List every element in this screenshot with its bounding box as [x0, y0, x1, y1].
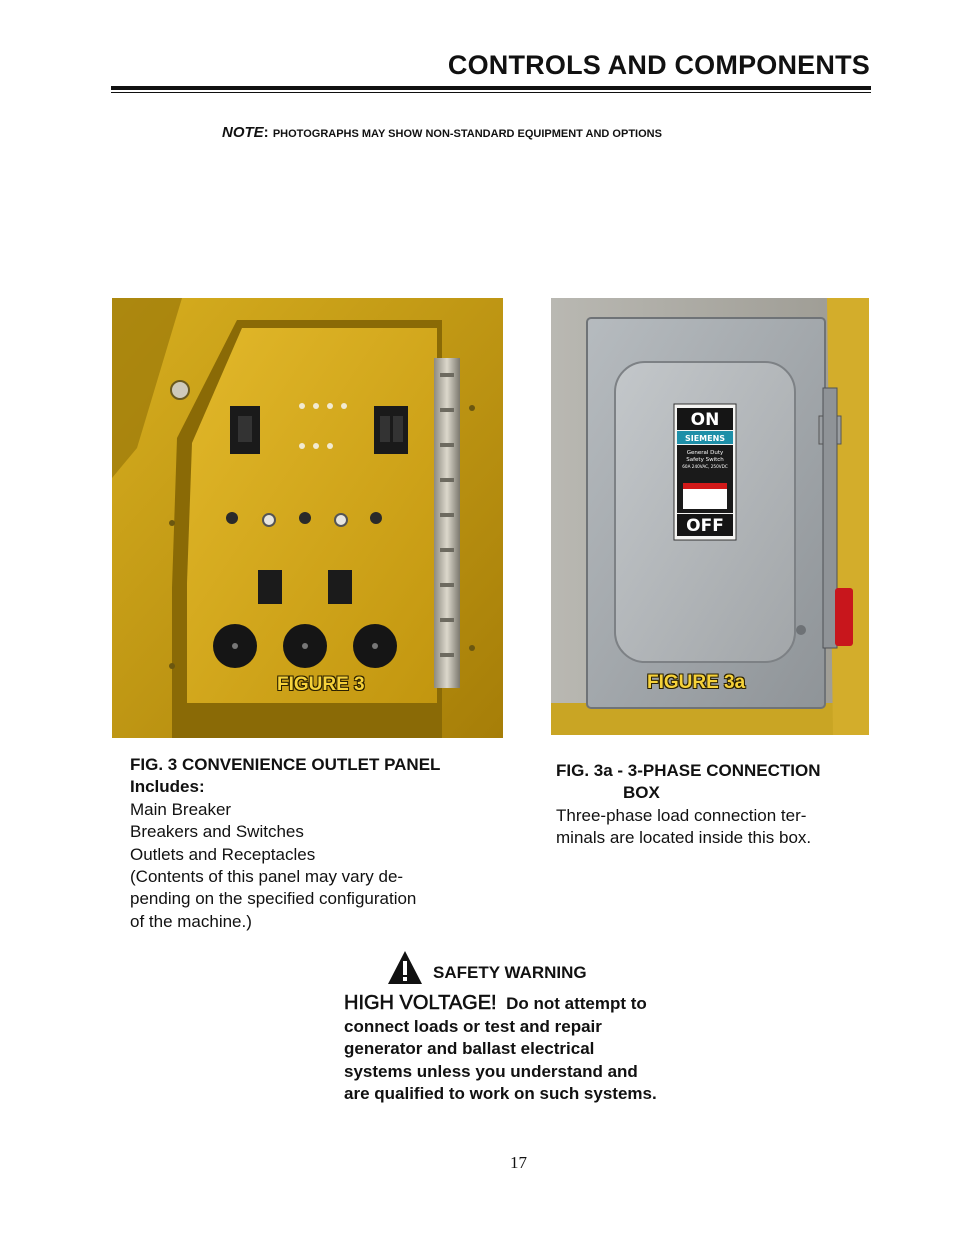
high-voltage-label: HIGH VOLTAGE!: [344, 992, 497, 1014]
figure-3-photo: [112, 298, 503, 738]
connection-box-illustration: [551, 298, 869, 735]
caption-note-line: (Contents of this panel may vary de-: [130, 867, 404, 887]
on-label: ON: [690, 410, 720, 430]
brand-label: SIEMENS: [684, 434, 726, 443]
product-line2: Safety Switch: [686, 457, 724, 463]
figure-3a-label: FIGURE 3a: [647, 672, 746, 693]
list-item: Outlets and Receptacles: [130, 844, 316, 864]
figure-3a-caption-title-line2: BOX: [623, 783, 660, 803]
figure-3-caption: [130, 754, 440, 933]
page-number: 17: [510, 1153, 527, 1172]
warning-line: Do not attempt to: [506, 994, 647, 1013]
outlet-panel-illustration: [112, 298, 503, 738]
figure-3-caption-title: FIG. 3 CONVENIENCE OUTLET PANEL: [130, 755, 441, 774]
note-colon: :: [263, 124, 269, 141]
includes-label: Includes:: [130, 777, 205, 797]
warning-line: connect loads or test and repair: [344, 1016, 602, 1036]
title-rule-thin: [111, 92, 871, 93]
figure-3a-caption: [556, 760, 820, 850]
warning-line: generator and ballast electrical: [344, 1039, 595, 1058]
page-title: CONTROLS AND COMPONENTS: [447, 50, 870, 80]
figure-3a-caption-title-line1: FIG. 3a - 3-PHASE CONNECTION: [556, 761, 821, 780]
off-label: OFF: [686, 516, 724, 536]
figure-3a-photo: [551, 298, 869, 735]
safety-warning-title: SAFETY WARNING: [433, 963, 587, 982]
caption-desc-line: minals are located inside this box.: [556, 828, 812, 848]
caption-note-line: of the machine.): [130, 911, 252, 931]
rating-label: 60A 240VAC, 250VDC: [682, 464, 728, 469]
caption-desc-line: Three-phase load connection ter-: [556, 805, 807, 825]
note-label: NOTE: [222, 124, 264, 141]
warning-triangle-icon: [387, 950, 423, 986]
product-line1: General Duty: [686, 450, 724, 456]
warning-line: systems unless you understand and: [344, 1061, 638, 1081]
list-item: Breakers and Switches: [130, 822, 304, 842]
title-rule-thick: [111, 86, 871, 90]
figure-3-label: FIGURE 3: [277, 674, 365, 695]
safety-warning-text: [344, 992, 657, 1106]
note-text: PHOTOGRAPHS MAY SHOW NON-STANDARD EQUIPMENT AND OPTIONS: [272, 128, 662, 140]
list-item: Main Breaker: [130, 799, 232, 819]
warning-line: are qualified to work on such systems.: [344, 1084, 657, 1103]
caption-note-line: pending on the specified configuration: [130, 889, 417, 909]
photo-note: [222, 124, 662, 141]
